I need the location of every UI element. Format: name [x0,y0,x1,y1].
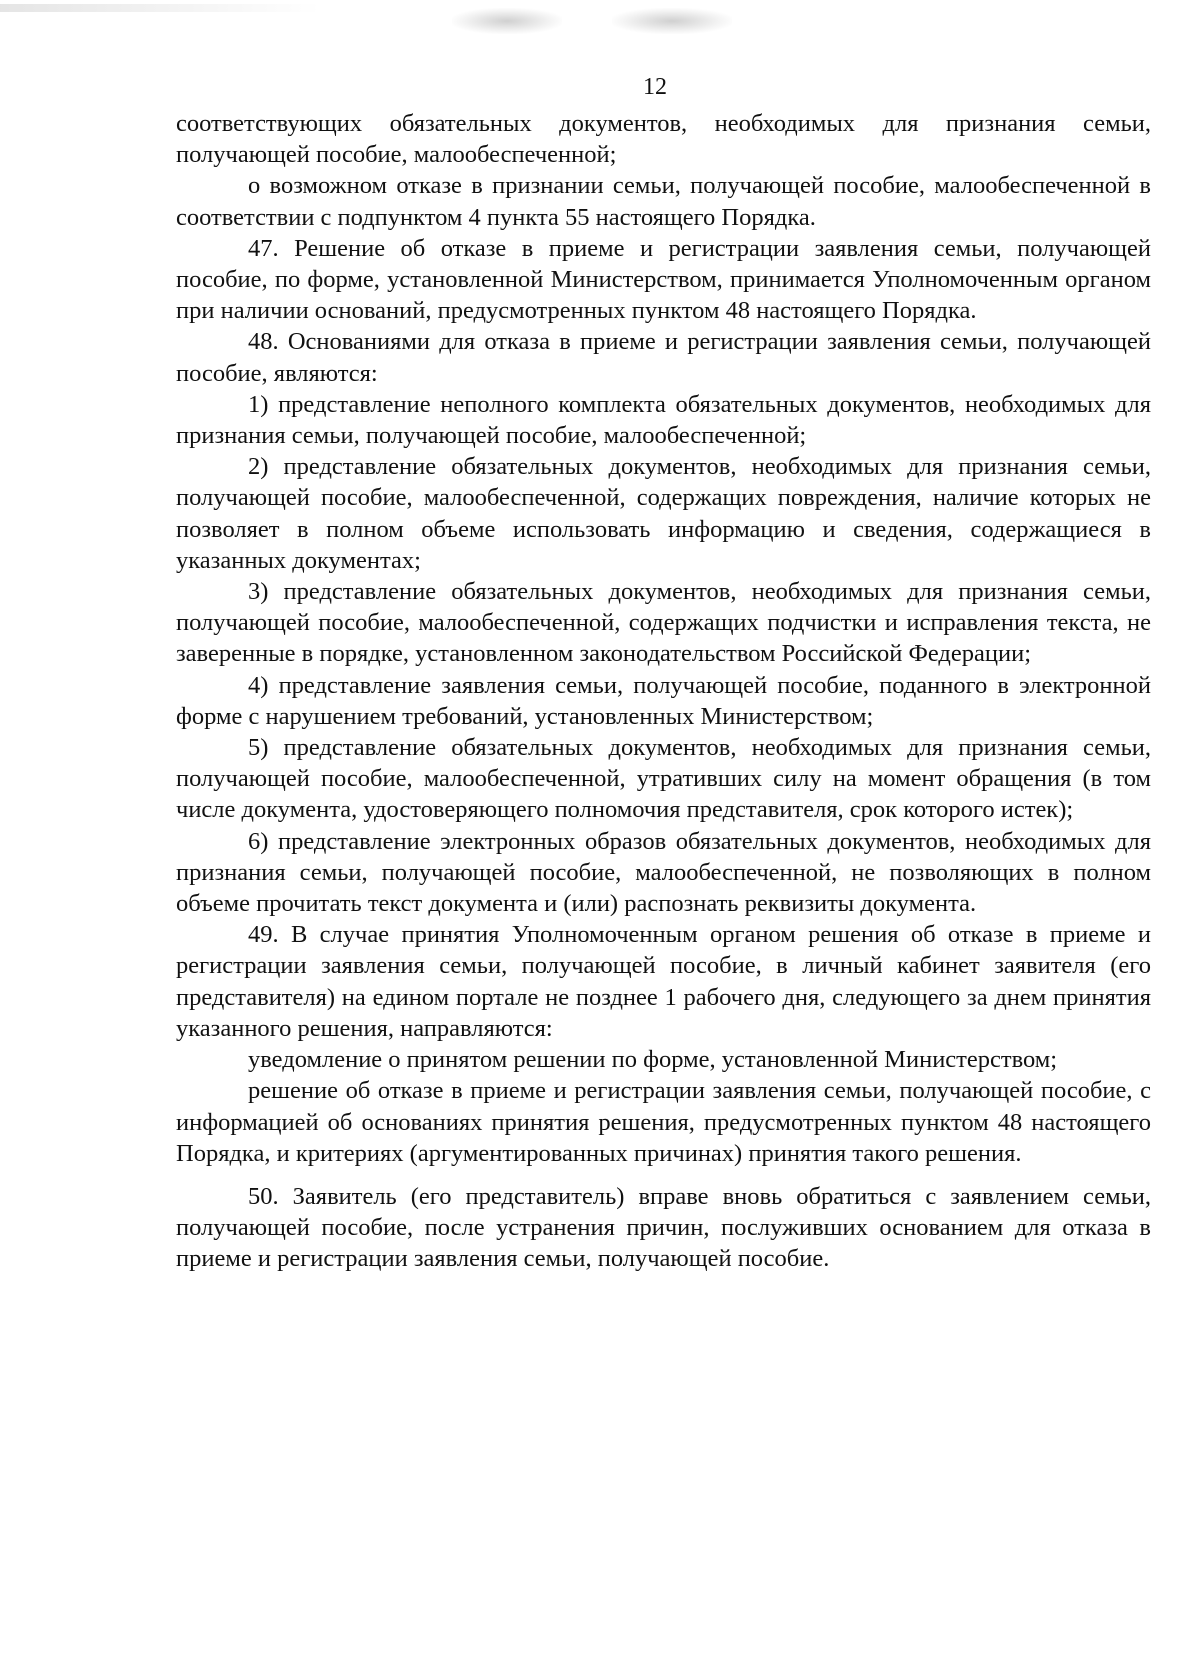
paragraph-47: 47. Решение об отказе в приеме и регистрации заявления семьи, получающей пособие, по форме, установленной Министерством, принимается Уполномоченным органом при наличии оснований, предусмотренных пунктом 48 настоящего Порядка. [176,234,1151,325]
paragraph-continuation: соответствующих обязательных документов, необходимых для признания семьи, получающей пособие, малообеспеченной; [176,110,1151,169]
scan-artifact-left [452,8,562,34]
list-item-48-4: 4) представление заявления семьи, получающей пособие, поданного в электронной форме с нарушением требований, установленных Министерством; [176,671,1151,730]
list-item-48-5: 5) представление обязательных документов, необходимых для признания семьи, получающей пособие, малообеспеченной, утративших силу на момент обращения (в том числе документа, удостоверяющего полномочия представителя, срок которого истек); [176,734,1151,824]
paragraph-49-decision: решение об отказе в приеме и регистрации заявления семьи, получающей пособие, с информацией об основаниях принятия решения, предусмотренных пунктом 48 настоящего Порядка, и критериях (аргументированных причинах) принятия такого решения. [176,1077,1151,1167]
page-number: 12 [643,74,667,100]
paragraph-49-notice: уведомление о принятом решении по форме, установленной Министерством; [248,1046,1058,1074]
document-body [176,108,1151,1275]
scan-artifact-right [612,8,732,34]
list-item-48-2: 2) представление обязательных документов, необходимых для признания семьи, получающей пособие, малообеспеченной, содержащих повреждения, наличие которых не позволяет в полном объеме использовать информацию и сведения, содержащиеся в указанных документах; [176,453,1151,574]
list-item-48-1: 1) представление неполного комплекта обязательных документов, необходимых для признания семьи, получающей пособие, малообеспеченной; [176,390,1151,450]
scan-artifact-edge [0,4,320,12]
list-item-48-6: 6) представление электронных образов обязательных документов, необходимых для признания семьи, получающей пособие, малообеспеченной, не позволяющих в полном объеме прочитать текст документа и (или) распознать реквизиты документа. [176,827,1151,918]
paragraph-50: 50. Заявитель (его представитель) вправе вновь обратиться с заявлением семьи, получающей пособие, после устранения причин, послуживших основанием для отказа в приеме и регистрации заявления семьи, получающей пособие. [176,1182,1151,1273]
paragraph-possible-refusal: о возможном отказе в признании семьи, получающей пособие, малообеспеченной в соответствии с подпунктом 4 пункта 55 настоящего Порядка. [176,172,1151,231]
list-item-48-3: 3) представление обязательных документов, необходимых для признания семьи, получающей пособие, малообеспеченной, содержащих подчистки и исправления текста, не заверенные в порядке, установленном законодательством Российской Федерации; [176,578,1151,668]
paragraph-49: 49. В случае принятия Уполномоченным органом решения об отказе в приеме и регистрации заявления семьи, получающей пособие, в личный кабинет заявителя (его представителя) на едином портале не позднее 1 рабочего дня, следующего за днем принятия указанного решения, направляются: [176,921,1151,1042]
paragraph-48: 48. Основаниями для отказа в приеме и регистрации заявления семьи, получающей пособие, являются: [176,328,1151,387]
